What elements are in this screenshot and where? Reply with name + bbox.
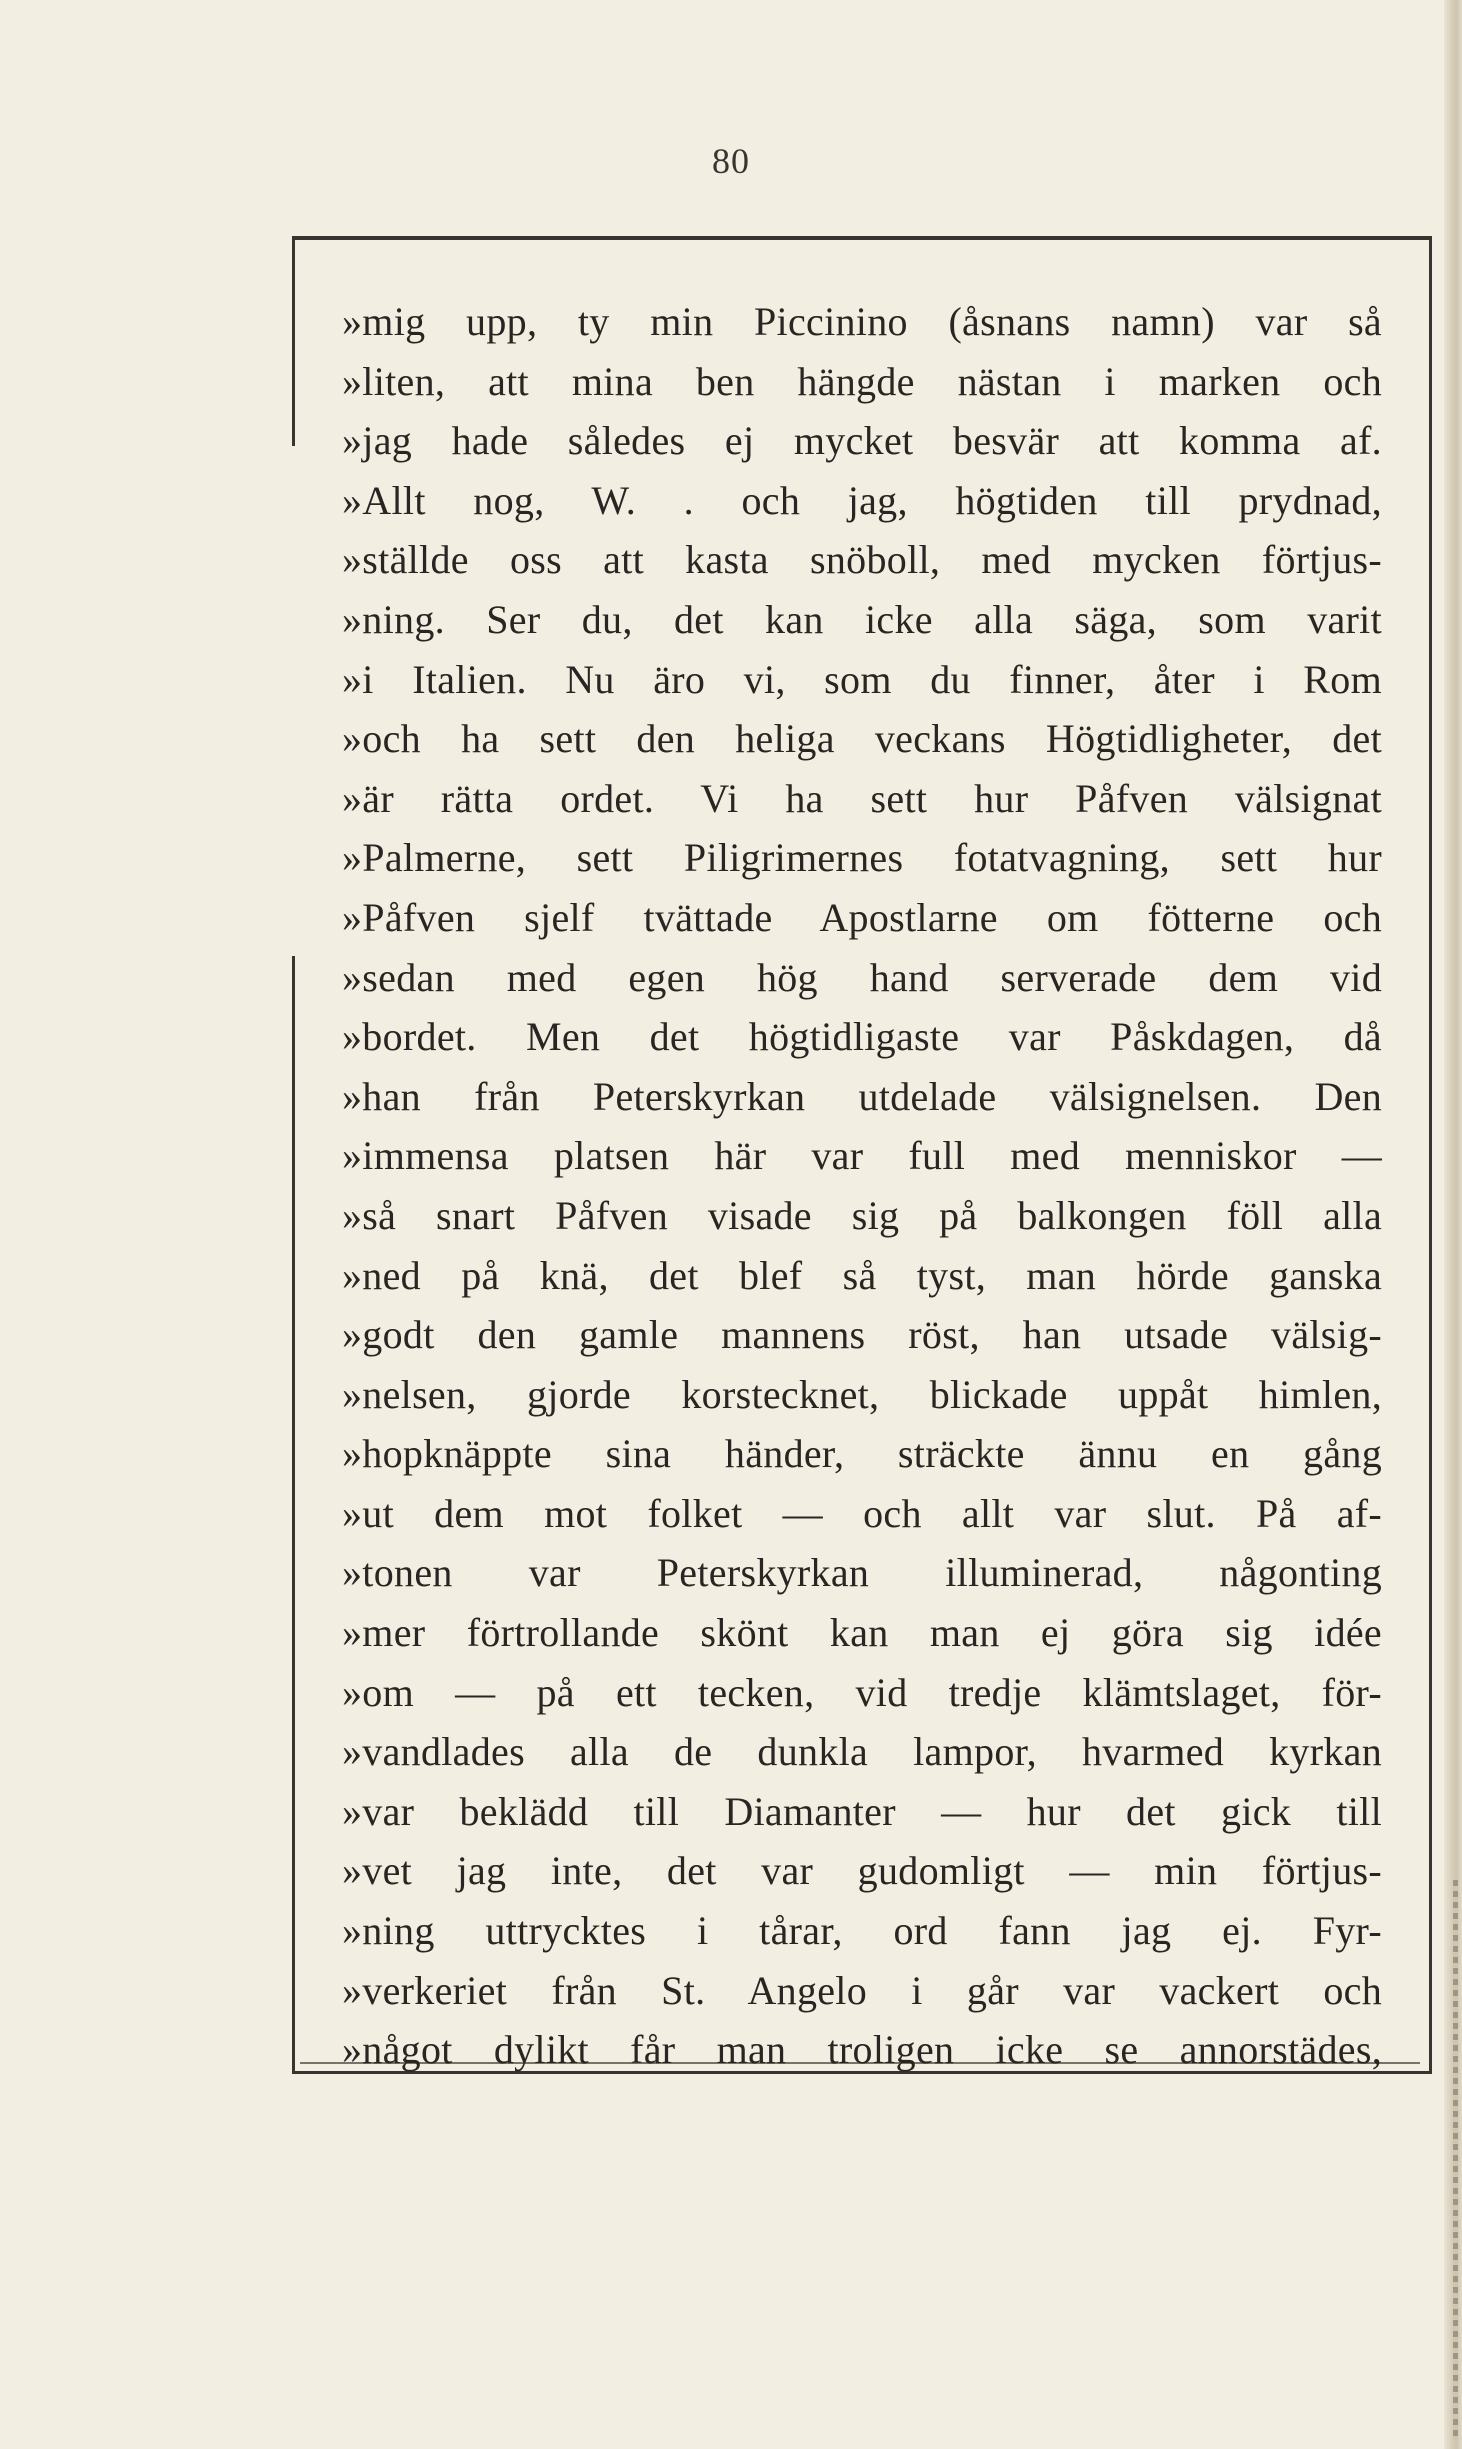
text-line: »sedan med egen hög hand serverade dem vid xyxy=(342,954,1382,1000)
text-line: »Allt nog, W. . och jag, högtiden till prydnad, xyxy=(342,477,1382,523)
text-line: »mig upp, ty min Piccinino (åsnans namn) var så xyxy=(342,299,1382,344)
text-line: »verkeriet från St. Angelo i går var vackert och xyxy=(342,1967,1382,2013)
text-line: »ut dem mot folket — och allt var slut. På af- xyxy=(342,1490,1382,1536)
text-line: »vet jag inte, det var gudomligt — min förtjus- xyxy=(342,1848,1382,1894)
text-line: »ning uttrycktes i tårar, ord fann jag ej. Fyr- xyxy=(342,1908,1382,1954)
text-line: »ned på knä, det blef så tyst, man hörde ganska xyxy=(342,1252,1382,1298)
text-line: »ning. Ser du, det kan icke alla säga, som varit xyxy=(342,596,1382,642)
text-line: »något dylikt får man troligen icke se annorstädes, xyxy=(342,2027,1382,2073)
frame-gap xyxy=(289,446,297,956)
text-line: »om — på ett tecken, vid tredje klämtslaget, för- xyxy=(342,1669,1382,1715)
text-line: »är rätta ordet. Vi ha sett hur Påfven välsignat xyxy=(342,775,1382,821)
text-line: »vandlades alla de dunkla lampor, hvarmed kyrkan xyxy=(342,1729,1382,1775)
text-line: »jag hade således ej mycket besvär att komma af. xyxy=(342,418,1382,464)
text-line: »var beklädd till Diamanter — hur det gick till xyxy=(342,1788,1382,1834)
page-edge-shadow xyxy=(1453,1880,1458,2440)
page-number: 80 xyxy=(712,141,750,181)
text-line: »immensa platsen här var full med menniskor — xyxy=(342,1133,1382,1179)
body-text xyxy=(342,292,1382,2080)
text-line: »hopknäppte sina händer, sträckte ännu en gång xyxy=(342,1431,1382,1477)
text-line: »han från Peterskyrkan utdelade välsignelsen. Den xyxy=(342,1073,1382,1119)
text-line: »godt den gamle mannens röst, han utsade välsig- xyxy=(342,1312,1382,1358)
text-line: »Palmerne, sett Piligrimernes fotatvagning, sett hur xyxy=(342,835,1382,881)
text-line: »mer förtrollande skönt kan man ej göra sig idée xyxy=(342,1610,1382,1656)
text-line: »bordet. Men det högtidligaste var Påskdagen, då xyxy=(342,1014,1382,1060)
text-line: »ställde oss att kasta snöboll, med mycken förtjus- xyxy=(342,537,1382,583)
text-line: »så snart Påfven visade sig på balkongen föll alla xyxy=(342,1192,1382,1238)
text-line: »tonen var Peterskyrkan illuminerad, någonting xyxy=(342,1550,1382,1596)
text-line: »liten, att mina ben hängde nästan i marken och xyxy=(342,358,1382,404)
text-line: »nelsen, gjorde korstecknet, blickade uppåt himlen, xyxy=(342,1371,1382,1417)
text-line: »i Italien. Nu äro vi, som du finner, åter i Rom xyxy=(342,656,1382,702)
text-line: »Påfven sjelf tvättade Apostlarne om fötterne och xyxy=(342,894,1382,940)
text-line: »och ha sett den heliga veckans Högtidligheter, det xyxy=(342,716,1382,762)
